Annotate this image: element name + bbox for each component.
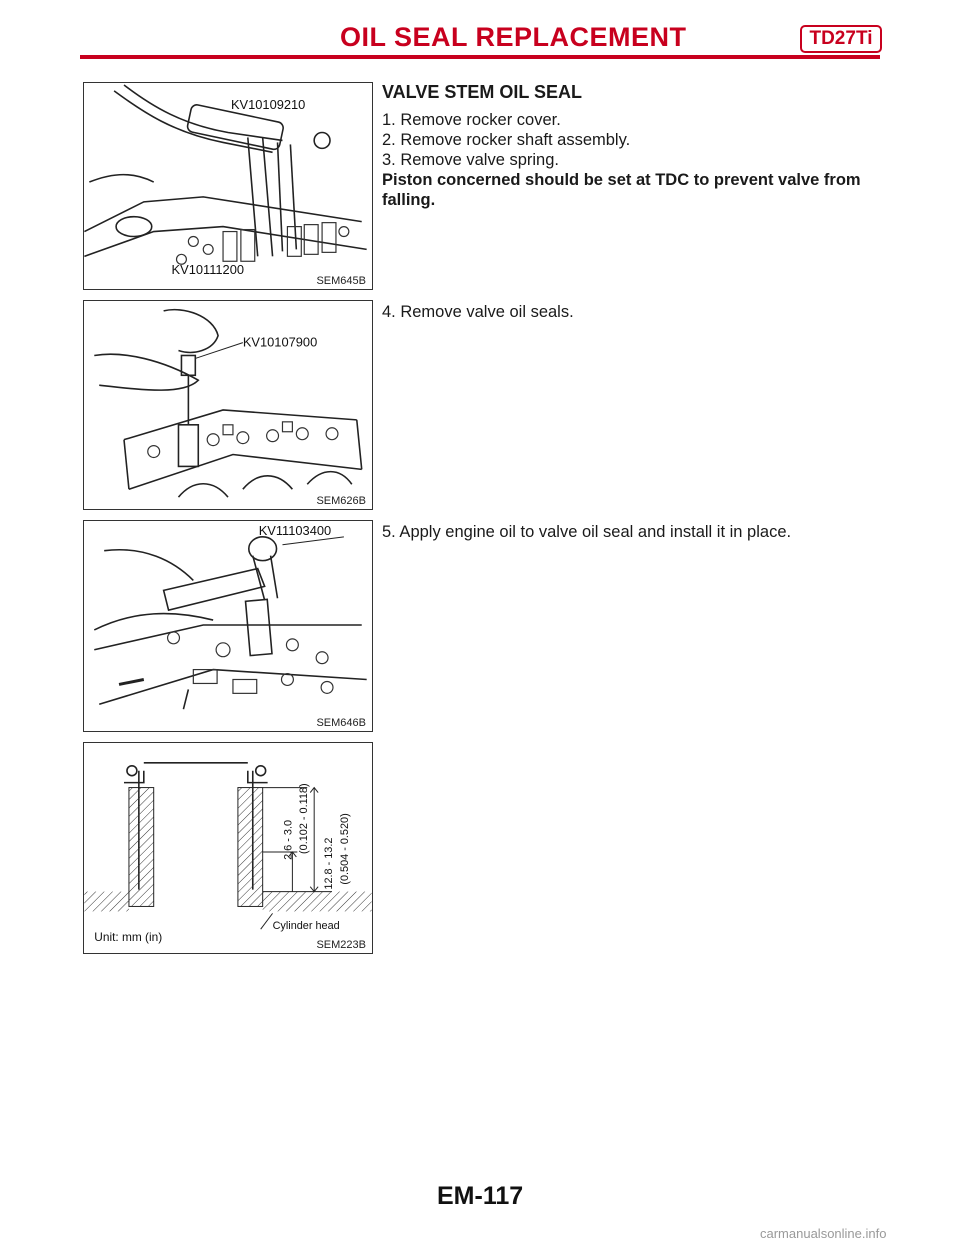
figure-sem646b [83, 520, 373, 732]
seal-height-diagram [84, 743, 372, 953]
dim2-in-label: (0.504 - 0.520) [338, 813, 351, 885]
step-3: 3. Remove valve spring. [382, 151, 559, 169]
dim1-in-label: (0.102 - 0.118) [298, 783, 311, 854]
header-rule [80, 55, 880, 59]
section-heading: VALVE STEM OIL SEAL [382, 82, 583, 102]
tool-label-kv11103400: KV11103400 [258, 522, 332, 538]
step-2: 2. Remove rocker shaft assembly. [382, 131, 631, 149]
figure-code: SEM646B [316, 717, 366, 729]
watermark: carmanualsonline.info [760, 1226, 887, 1241]
valve-seal-puller-illustration [84, 301, 372, 509]
step-5: 5. Apply engine oil to valve oil seal and install it in place. [382, 523, 792, 541]
dim2-mm-label: 12.8 - 13.2 [323, 837, 336, 890]
tdc-note: Piston concerned should be set at TDC to prevent valve from falling. [382, 171, 861, 209]
tool-label-kv10109210: KV10109210 [230, 96, 306, 112]
unit-label: Unit: mm (in) [94, 930, 163, 945]
cylinder-head-label: Cylinder head [272, 920, 340, 933]
figure-sem223b [83, 742, 373, 954]
dim1-mm-label: 2.6 - 3.0 [282, 819, 295, 860]
figure-code: SEM645B [316, 275, 366, 287]
figure-sem626b [83, 300, 373, 510]
section-text-step4 [382, 302, 882, 322]
model-badge: TD27Ti [800, 25, 882, 53]
step-1: 1. Remove rocker cover. [382, 111, 561, 129]
tool-label-kv10111200: KV10111200 [171, 262, 245, 278]
figure-sem645b [83, 82, 373, 290]
page-header-title: OIL SEAL REPLACEMENT [340, 22, 687, 52]
section-text-step5 [382, 522, 882, 542]
figure-code: SEM626B [316, 495, 366, 507]
page-number: EM-117 [437, 1182, 524, 1210]
rocker-tool-illustration [84, 83, 372, 289]
seal-installer-hammer-illustration [84, 521, 372, 731]
figure-code: SEM223B [316, 939, 366, 951]
tool-label-kv10107900: KV10107900 [242, 334, 318, 350]
step-4: 4. Remove valve oil seals. [382, 303, 574, 321]
section-text-removal [382, 82, 882, 210]
